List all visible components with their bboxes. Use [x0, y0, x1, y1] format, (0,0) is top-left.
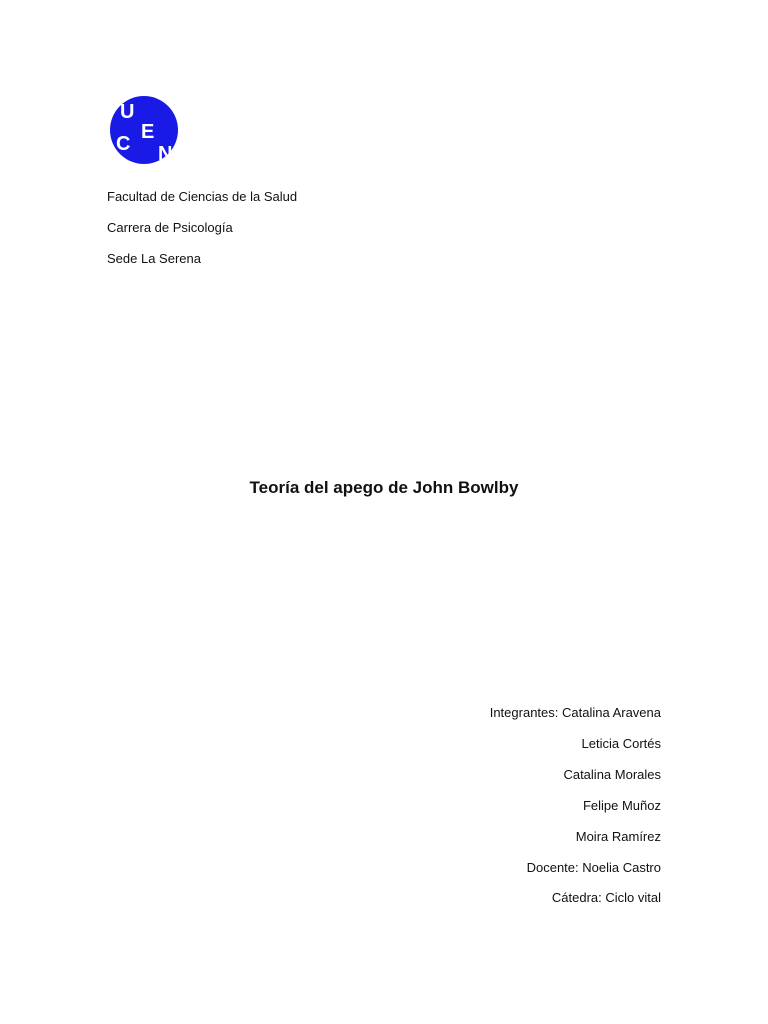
course-line: Cátedra: Ciclo vital — [551, 890, 661, 906]
logo-letter-u: U — [120, 101, 135, 123]
ucen-logo — [110, 96, 178, 164]
member-line: Leticia Cortés — [581, 735, 661, 751]
logo-letter-e: E — [141, 121, 155, 143]
members-block — [490, 698, 661, 914]
institution-block — [107, 181, 297, 274]
member-line: Catalina Morales — [563, 766, 661, 782]
career-line: Carrera de Psicología — [107, 220, 233, 235]
logo-letter-c: C — [116, 133, 131, 155]
member-line: Moira Ramírez — [575, 828, 661, 844]
document-title: Teoría del apego de John Bowlby — [249, 478, 519, 497]
campus-line: Sede La Serena — [107, 251, 201, 266]
faculty-line: Facultad de Ciencias de la Salud — [107, 189, 298, 204]
member-line: Integrantes: Catalina Aravena — [489, 705, 661, 720]
teacher-line: Docente: Noelia Castro — [526, 859, 661, 875]
logo-letter-n: N — [158, 143, 173, 164]
member-line: Felipe Muñoz — [582, 797, 661, 813]
